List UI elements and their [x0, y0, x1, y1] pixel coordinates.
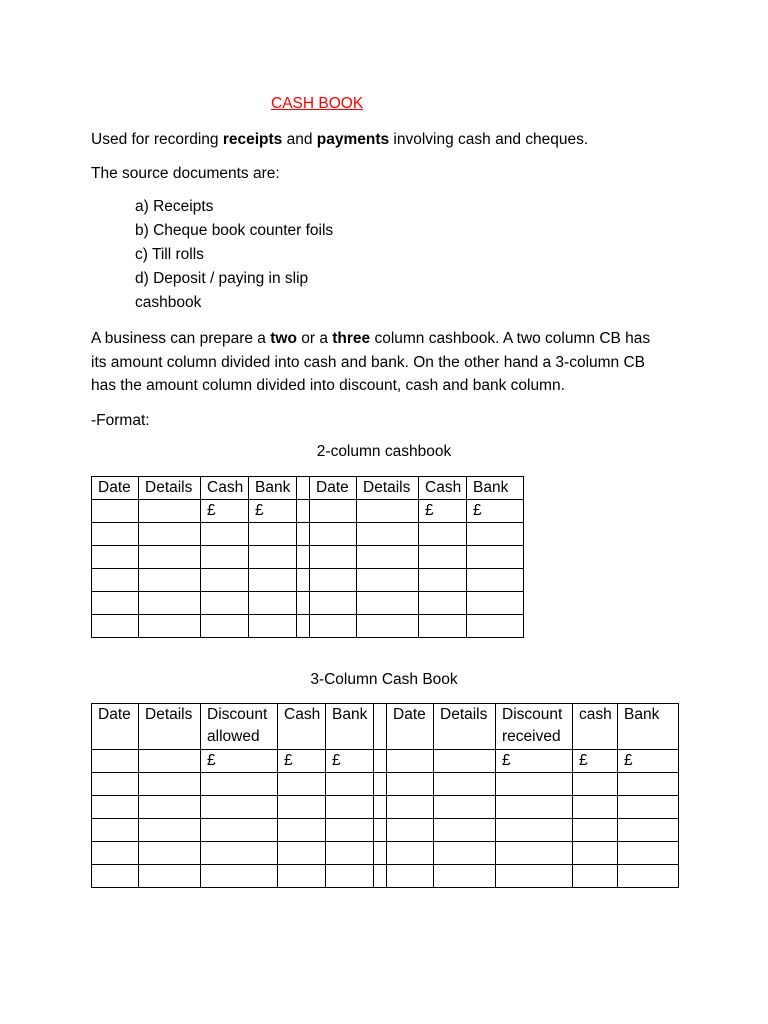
table-cell	[467, 523, 524, 546]
table-cell	[496, 842, 573, 865]
source-list	[135, 195, 333, 315]
table-cell	[357, 500, 419, 523]
table-cell	[419, 592, 467, 615]
divider-cell	[374, 750, 387, 773]
table-cell	[92, 750, 139, 773]
table-row	[92, 796, 679, 819]
body-paragraph	[91, 327, 650, 398]
table-row	[92, 546, 524, 569]
table-header-row	[92, 477, 524, 500]
table-cell	[419, 569, 467, 592]
header-discount-allowed: Discount allowed	[201, 704, 278, 750]
currency-cell: £	[467, 500, 524, 523]
header-discount-received: Discount received	[496, 704, 573, 750]
table-cell	[434, 773, 496, 796]
table-cell	[310, 523, 357, 546]
table-cell	[249, 546, 297, 569]
table-cell	[496, 819, 573, 842]
divider-cell	[297, 546, 310, 569]
table-cell	[618, 865, 679, 888]
currency-cell: £	[496, 750, 573, 773]
body-line-1	[91, 327, 650, 351]
table-cell	[387, 750, 434, 773]
three-column-cashbook-table	[91, 703, 679, 888]
table-cell	[139, 615, 201, 638]
table-cell	[92, 615, 139, 638]
currency-cell: £	[201, 750, 278, 773]
table-cell	[326, 842, 374, 865]
table-cell	[92, 569, 139, 592]
list-item: b) Cheque book counter foils	[135, 222, 334, 239]
table-cell	[139, 865, 201, 888]
list-item: a) Receipts	[135, 198, 214, 215]
table-cell	[201, 592, 249, 615]
table-cell	[434, 842, 496, 865]
table-cell	[92, 773, 139, 796]
table-cell	[201, 819, 278, 842]
table-cell	[139, 546, 201, 569]
divider-cell	[297, 477, 310, 500]
table-cell	[249, 569, 297, 592]
table-cell	[278, 819, 326, 842]
table-cell	[92, 500, 139, 523]
table-cell	[139, 819, 201, 842]
header-cash: Cash	[419, 477, 467, 500]
table-cell	[326, 773, 374, 796]
intro-payments: payments	[316, 131, 390, 148]
table-cell	[278, 865, 326, 888]
table-cell	[201, 796, 278, 819]
table-cell	[573, 773, 618, 796]
body-text-2: or a	[296, 330, 333, 347]
table-cell	[201, 569, 249, 592]
list-item: c) Till rolls	[135, 246, 204, 263]
table-row	[92, 819, 679, 842]
divider-cell	[374, 819, 387, 842]
table-cell	[92, 796, 139, 819]
page-title: CASH BOOK	[271, 95, 364, 112]
table-cell	[139, 592, 201, 615]
table-cell	[419, 615, 467, 638]
header-cash: Cash	[278, 704, 326, 750]
table-cell	[387, 865, 434, 888]
table-cell	[201, 523, 249, 546]
table-cell	[496, 773, 573, 796]
divider-cell	[374, 704, 387, 750]
table-cell	[496, 796, 573, 819]
header-details: Details	[139, 704, 201, 750]
header-bank: Bank	[618, 704, 679, 750]
table-cell	[249, 615, 297, 638]
table-cell	[387, 842, 434, 865]
table-cell	[139, 500, 201, 523]
table-cell	[573, 865, 618, 888]
intro-paragraph	[91, 128, 588, 152]
table-cell	[201, 546, 249, 569]
currency-row	[92, 500, 524, 523]
header-details: Details	[139, 477, 201, 500]
table-cell	[201, 615, 249, 638]
table-cell	[419, 546, 467, 569]
table-row	[92, 773, 679, 796]
body-text-3: column cashbook. A two column CB has	[370, 330, 651, 347]
format-label: -Format:	[91, 412, 150, 429]
table-cell	[139, 523, 201, 546]
header-details: Details	[357, 477, 419, 500]
table-cell	[201, 773, 278, 796]
table-header-row	[92, 704, 679, 750]
table-cell	[357, 569, 419, 592]
header-date: Date	[310, 477, 357, 500]
divider-cell	[297, 500, 310, 523]
three-column-caption: 3-Column Cash Book	[310, 671, 458, 688]
table-cell	[326, 865, 374, 888]
divider-cell	[374, 842, 387, 865]
divider-cell	[374, 796, 387, 819]
list-item: d) Deposit / paying in slip	[135, 270, 309, 287]
header-details: Details	[434, 704, 496, 750]
table-cell	[467, 592, 524, 615]
table-cell	[434, 865, 496, 888]
table-cell	[467, 546, 524, 569]
header-date: Date	[92, 704, 139, 750]
table-row	[92, 842, 679, 865]
currency-cell: £	[326, 750, 374, 773]
list-item: cashbook	[135, 294, 202, 311]
table-cell	[92, 592, 139, 615]
table-cell	[201, 842, 278, 865]
table-cell	[310, 569, 357, 592]
table-cell	[310, 615, 357, 638]
table-cell	[357, 546, 419, 569]
table-cell	[387, 819, 434, 842]
two-column-cashbook-table	[91, 476, 524, 638]
divider-cell	[297, 592, 310, 615]
table-cell	[573, 796, 618, 819]
table-cell	[139, 773, 201, 796]
table-cell	[92, 819, 139, 842]
table-row	[92, 865, 679, 888]
divider-cell	[297, 615, 310, 638]
table-cell	[419, 523, 467, 546]
body-text-1: A business can prepare a	[91, 330, 271, 347]
two-column-caption: 2-column cashbook	[316, 443, 452, 460]
table-cell	[434, 819, 496, 842]
intro-and: and	[282, 131, 317, 148]
table-cell	[278, 773, 326, 796]
header-bank: Bank	[326, 704, 374, 750]
table-cell	[357, 523, 419, 546]
header-bank: Bank	[467, 477, 524, 500]
divider-cell	[374, 865, 387, 888]
currency-cell: £	[201, 500, 249, 523]
table-cell	[139, 569, 201, 592]
table-cell	[249, 523, 297, 546]
table-cell	[467, 569, 524, 592]
table-cell	[201, 865, 278, 888]
table-row	[92, 592, 524, 615]
table-cell	[139, 750, 201, 773]
table-cell	[467, 615, 524, 638]
header-cash: cash	[573, 704, 618, 750]
table-cell	[310, 546, 357, 569]
table-cell	[357, 592, 419, 615]
table-cell	[92, 842, 139, 865]
table-cell	[92, 546, 139, 569]
table-cell	[357, 615, 419, 638]
currency-cell: £	[618, 750, 679, 773]
divider-cell	[374, 773, 387, 796]
table-cell	[496, 865, 573, 888]
header-date: Date	[387, 704, 434, 750]
source-heading: The source documents are:	[91, 165, 280, 182]
table-row	[92, 615, 524, 638]
currency-cell: £	[278, 750, 326, 773]
table-cell	[92, 523, 139, 546]
divider-cell	[297, 569, 310, 592]
table-cell	[139, 796, 201, 819]
table-cell	[92, 865, 139, 888]
table-cell	[573, 842, 618, 865]
table-cell	[310, 500, 357, 523]
body-two: two	[270, 330, 297, 347]
table-cell	[573, 819, 618, 842]
table-cell	[326, 796, 374, 819]
table-row	[92, 569, 524, 592]
body-three: three	[332, 330, 371, 347]
currency-row	[92, 750, 679, 773]
header-bank: Bank	[249, 477, 297, 500]
intro-suffix: involving cash and cheques.	[389, 131, 589, 148]
header-date: Date	[92, 477, 139, 500]
currency-cell: £	[573, 750, 618, 773]
table-cell	[278, 842, 326, 865]
currency-cell: £	[249, 500, 297, 523]
table-cell	[278, 796, 326, 819]
intro-prefix: Used for recording	[91, 131, 223, 148]
intro-receipts: receipts	[222, 131, 283, 148]
table-cell	[618, 773, 679, 796]
divider-cell	[297, 523, 310, 546]
table-cell	[618, 819, 679, 842]
table-cell	[310, 592, 357, 615]
table-cell	[139, 842, 201, 865]
table-cell	[387, 796, 434, 819]
body-line-3: has the amount column divided into discount, cash and bank column.	[91, 377, 565, 394]
table-cell	[387, 773, 434, 796]
table-cell	[249, 592, 297, 615]
table-cell	[618, 796, 679, 819]
currency-cell: £	[419, 500, 467, 523]
table-row	[92, 523, 524, 546]
table-cell	[326, 819, 374, 842]
table-cell	[434, 796, 496, 819]
body-line-2: its amount column divided into cash and bank. On the other hand a 3-column CB	[91, 353, 646, 371]
table-cell	[434, 750, 496, 773]
header-cash: Cash	[201, 477, 249, 500]
table-cell	[618, 842, 679, 865]
